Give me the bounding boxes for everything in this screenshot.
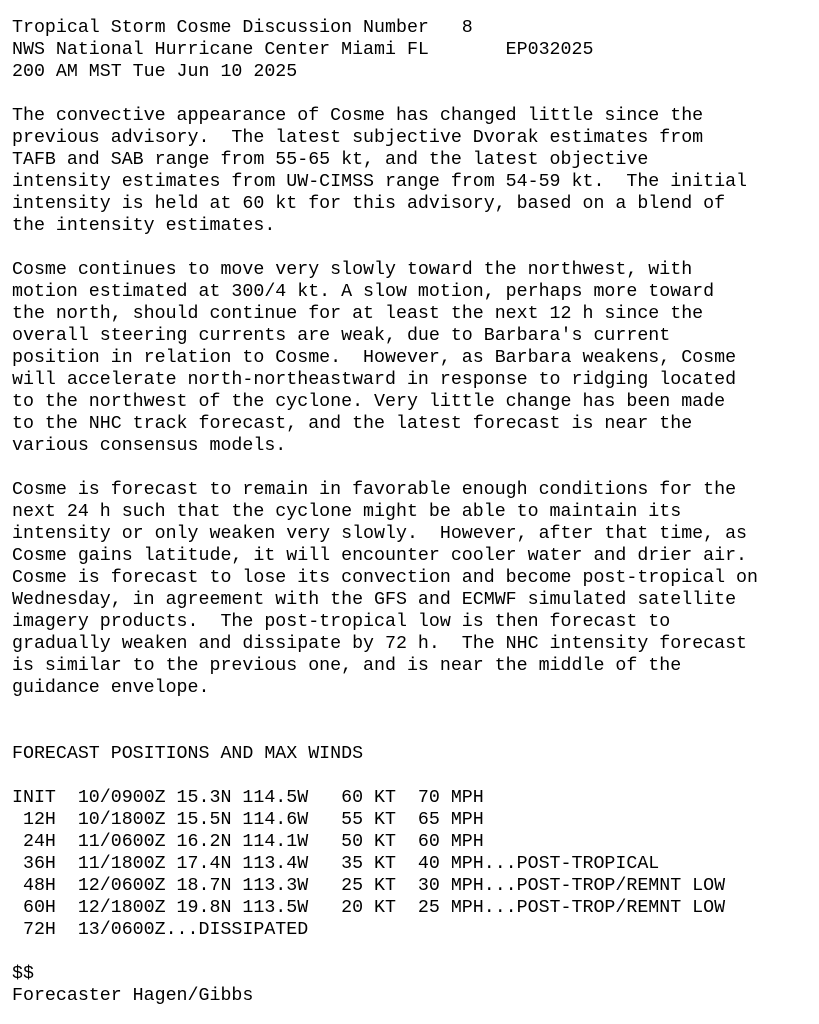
forecast-row: 36H 11/1800Z 17.4N 113.4W 35 KT 40 MPH...POST-TROPICAL [12,854,660,874]
forecast-row: 24H 11/0600Z 16.2N 114.1W 50 KT 60 MPH [12,832,484,852]
paragraph-line: Cosme is forecast to remain in favorable enough conditions for the [12,480,737,500]
spacer [12,721,812,743]
paragraph-line: The convective appearance of Cosme has changed little since the [12,106,704,126]
paragraph-line: previous advisory. The latest subjective Dvorak estimates from [12,128,704,148]
forecast-row: 12H 10/1800Z 15.5N 114.6W 55 KT 65 MPH [12,810,484,830]
discussion-title: Tropical Storm Cosme Discussion Number 8 [12,18,473,38]
end-marker: $$ [12,964,34,984]
forecast-row: 60H 12/1800Z 19.8N 113.5W 20 KT 25 MPH...POST-TROP/REMNT LOW [12,898,726,918]
paragraph-line: will accelerate north-northeastward in response to ridging located [12,370,737,390]
paragraph-line: various consensus models. [12,436,287,456]
paragraph-line: next 24 h such that the cyclone might be able to maintain its [12,502,682,522]
discussion-document [12,17,812,1007]
paragraph-line: gradually weaken and dissipate by 72 h. The NHC intensity forecast [12,634,748,654]
paragraph-line: position in relation to Cosme. However, as Barbara weakens, Cosme [12,348,737,368]
forecast-heading: FORECAST POSITIONS AND MAX WINDS [12,744,364,764]
forecast-row: 48H 12/0600Z 18.7N 113.3W 25 KT 30 MPH...POST-TROP/REMNT LOW [12,876,726,896]
paragraph-line: is similar to the previous one, and is near the middle of the [12,656,682,676]
paragraph-line: overall steering currents are weak, due to Barbara's current [12,326,671,346]
paragraph-line: to the northwest of the cyclone. Very little change has been made [12,392,726,412]
issue-time: 200 AM MST Tue Jun 10 2025 [12,62,298,82]
paragraph-line: guidance envelope. [12,678,210,698]
forecaster-signature: Forecaster Hagen/Gibbs [12,986,254,1006]
paragraph-line: imagery products. The post-tropical low is then forecast to [12,612,671,632]
spacer [12,237,812,259]
paragraph-line: motion estimated at 300/4 kt. A slow motion, perhaps more toward [12,282,715,302]
spacer [12,457,812,479]
paragraph-line: TAFB and SAB range from 55-65 kt, and the latest objective [12,150,649,170]
paragraph-line: Cosme is forecast to lose its convection and become post-tropical on [12,568,758,588]
paragraph-line: the intensity estimates. [12,216,276,236]
spacer [12,699,812,721]
paragraph-line: intensity estimates from UW-CIMSS range from 54-59 kt. The initial [12,172,748,192]
spacer [12,941,812,963]
paragraph-line: intensity or only weaken very slowly. However, after that time, as [12,524,748,544]
paragraph-line: Cosme gains latitude, it will encounter cooler water and drier air. [12,546,748,566]
forecast-row: INIT 10/0900Z 15.3N 114.5W 60 KT 70 MPH [12,788,484,808]
issuing-office: NWS National Hurricane Center Miami FL EP032025 [12,40,594,60]
paragraph-line: Wednesday, in agreement with the GFS and ECMWF simulated satellite [12,590,737,610]
spacer [12,765,812,787]
paragraph-line: the north, should continue for at least the next 12 h since the [12,304,704,324]
spacer [12,83,812,105]
paragraph-line: Cosme continues to move very slowly toward the northwest, with [12,260,693,280]
paragraph-line: intensity is held at 60 kt for this advisory, based on a blend of [12,194,726,214]
forecast-row: 72H 13/0600Z...DISSIPATED [12,920,309,940]
paragraph-line: to the NHC track forecast, and the latest forecast is near the [12,414,693,434]
